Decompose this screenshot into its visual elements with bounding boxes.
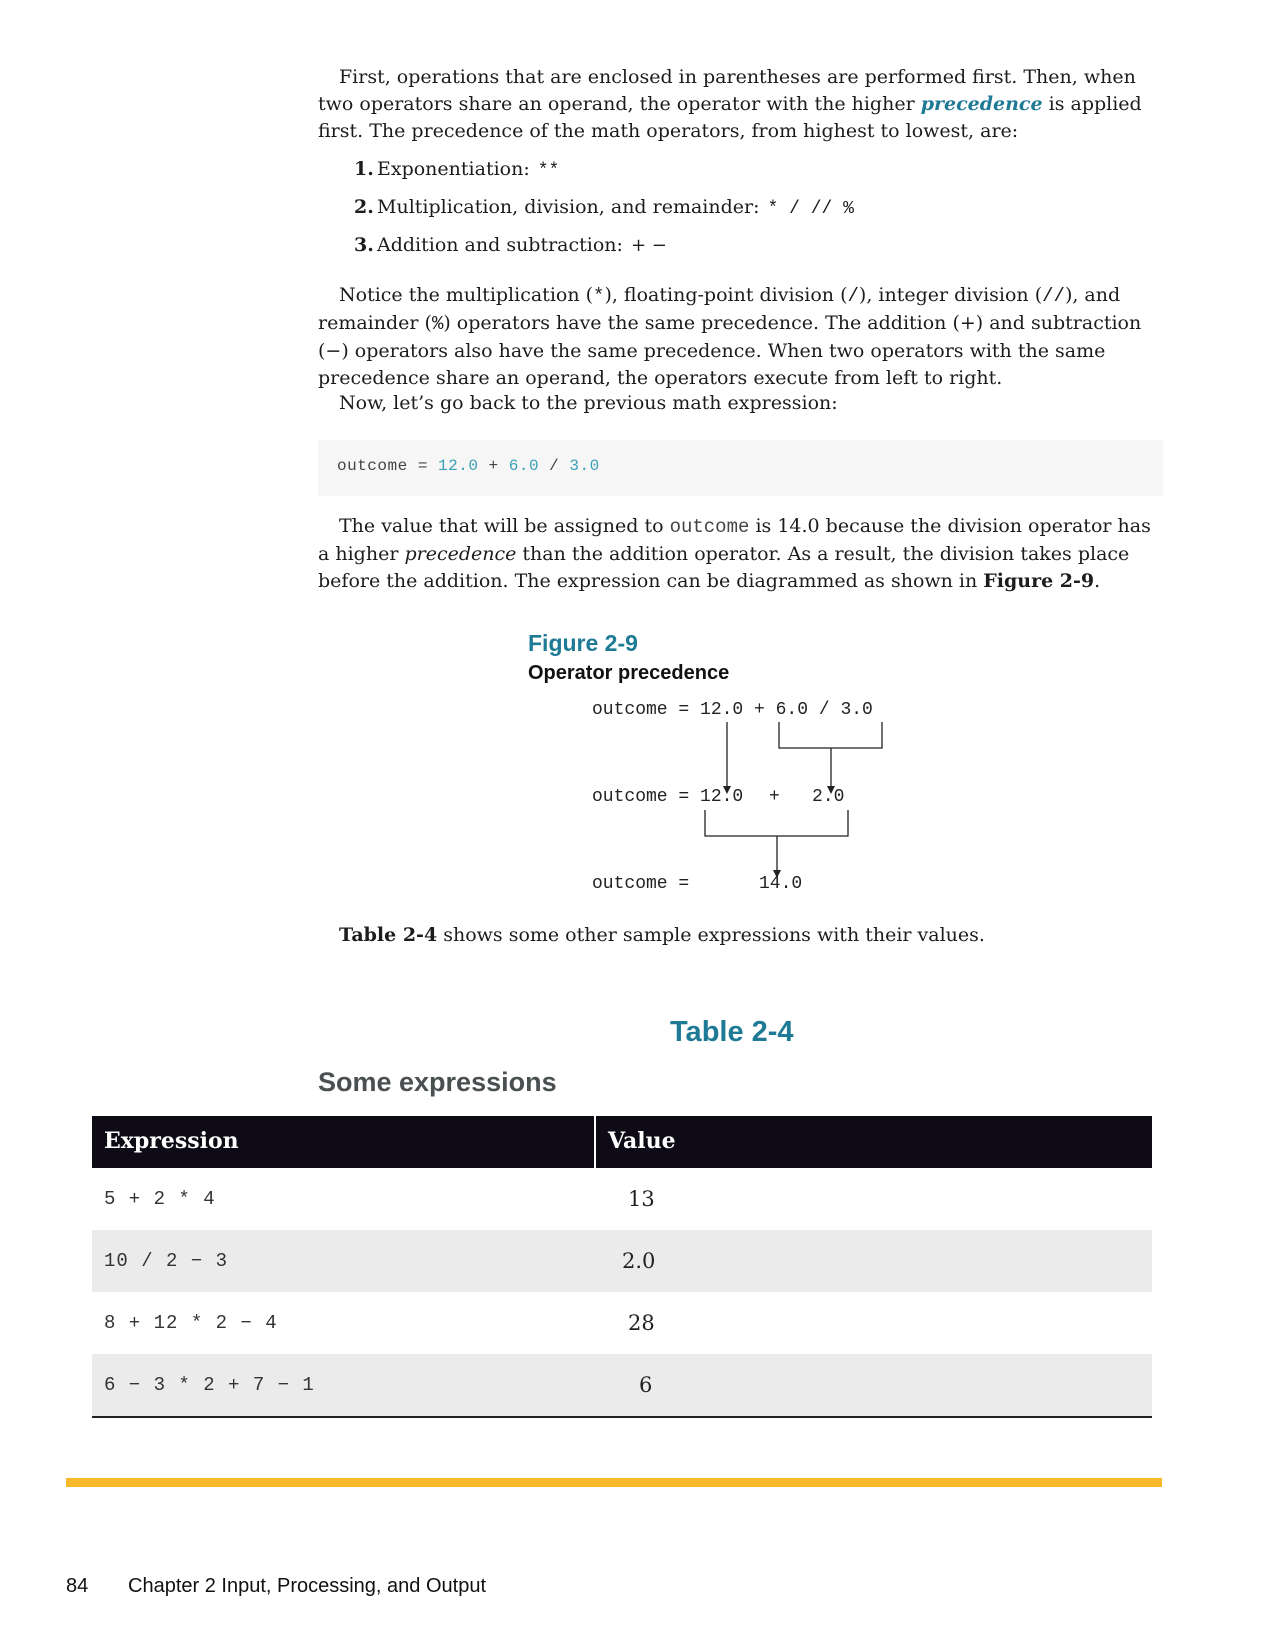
figure-title: Operator precedence bbox=[528, 662, 730, 684]
table-row bbox=[92, 1292, 1152, 1354]
list-item: 1. Exponentiation: ** bbox=[354, 158, 560, 181]
table-row bbox=[92, 1354, 1152, 1416]
paragraph-outcome-explanation: The value that will be assigned to outcome is 14.0 because the division operator has a higher precedence than the addition operator. As a result, the division takes place before the addition. The expression can be diagrammed as shown in Figure 2-9. bbox=[318, 515, 1151, 592]
column-header-value: Value bbox=[608, 1128, 676, 1154]
table-reference: Table 2-4 bbox=[339, 924, 438, 946]
diagram-result-value: 14.0 bbox=[759, 874, 803, 894]
expression-cell: 10 / 2 − 3 bbox=[104, 1250, 229, 1272]
paragraph-go-back: Now, let’s go back to the previous math expression: bbox=[339, 392, 838, 414]
table-row bbox=[92, 1168, 1152, 1230]
expression-cell: 5 + 2 * 4 bbox=[104, 1188, 216, 1210]
diagram-line-2-value: 2.0 bbox=[812, 787, 845, 807]
figure-label: Figure 2-9 bbox=[528, 630, 638, 656]
diagram-line-3-lhs: outcome = bbox=[592, 874, 690, 894]
paragraph-same-precedence: Notice the multiplication (*), floating-point division (/), integer division (//), and remainder (%) operators have the same precedence. The addition (+) and subtraction (−) operators also have the same precedence. When two operators with the same precedence share an operand, the operators execute from left to right. bbox=[318, 284, 1142, 389]
paragraph-table-intro: Table 2-4 shows some other sample expressions with their values. bbox=[339, 924, 985, 946]
expression-cell: 8 + 12 * 2 − 4 bbox=[104, 1312, 278, 1334]
figure-reference: Figure 2-9 bbox=[983, 570, 1095, 592]
bracket bbox=[705, 810, 848, 836]
expression-cell: 6 − 3 * 2 + 7 − 1 bbox=[104, 1374, 315, 1396]
keyword-precedence: precedence bbox=[920, 93, 1043, 115]
value-cell: 13 bbox=[628, 1187, 655, 1211]
list-item: 3. Addition and subtraction: + − bbox=[354, 234, 667, 256]
table-bottom-rule bbox=[92, 1416, 1152, 1418]
table-row bbox=[92, 1230, 1152, 1292]
diagram-line-1: outcome = 12.0 + 6.0 / 3.0 bbox=[592, 700, 873, 720]
column-header-expression: Expression bbox=[92, 1116, 596, 1168]
diagram-line-2-lhs: outcome = 12.0 bbox=[592, 787, 744, 807]
code-line: outcome = 12.0 + 6.0 / 3.0 bbox=[337, 457, 600, 475]
page-footer bbox=[66, 1575, 486, 1598]
value-cell: 6 bbox=[639, 1373, 653, 1397]
expressions-table bbox=[92, 1116, 1152, 1418]
chapter-title: Chapter 2 Input, Processing, and Output bbox=[128, 1575, 486, 1597]
page-number: 84 bbox=[66, 1575, 89, 1597]
list-item: 2. Multiplication, division, and remainder: * / // % bbox=[354, 196, 854, 219]
table-title: Some expressions bbox=[318, 1067, 557, 1097]
paragraph-precedence-intro: First, operations that are enclosed in parentheses are performed first. Then, when two operators share an operand, the operator with the higher precedence is applied first. The precedence of the math operators, from highest to lowest, are: bbox=[318, 66, 1142, 142]
diagram-line-2-plus: + bbox=[769, 787, 780, 807]
table-header bbox=[92, 1116, 1152, 1168]
table-label: Table 2-4 bbox=[670, 1016, 794, 1048]
bracket bbox=[779, 722, 882, 748]
footer-accent-bar bbox=[66, 1478, 1162, 1487]
value-cell: 28 bbox=[628, 1311, 655, 1335]
value-cell: 2.0 bbox=[622, 1249, 656, 1273]
